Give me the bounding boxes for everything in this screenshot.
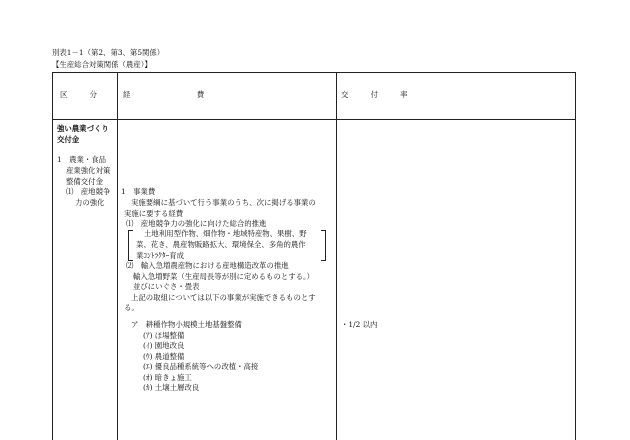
table-left-border <box>52 72 53 440</box>
column-header-keihi: 経 費 <box>123 90 205 99</box>
kubun-item-2: ⑴ 産地競争 <box>66 187 111 196</box>
table-col-divider-2 <box>336 72 337 440</box>
table-header-divider <box>52 119 576 120</box>
header-title: 別表1－1（第2、第3、第5関係） <box>52 48 165 57</box>
bracket-left <box>128 230 133 261</box>
kubun-title-2: 交付金 <box>57 135 80 144</box>
keihi-line-12: る。 <box>124 303 139 312</box>
keihi-line-16: (ｳ) 農道整備 <box>143 352 185 361</box>
keihi-line-4: ⑴ 産地競争力の強化に向けた総合的推進 <box>126 219 267 228</box>
keihi-line-13: ア 耕種作物小規模土地基盤整備 <box>131 320 242 329</box>
keihi-line-19: (ｶ) 土壌土層改良 <box>143 383 200 392</box>
keihi-line-15: (ｲ) 園地改良 <box>143 341 185 350</box>
keihi-line-7: 業ｺﾝﾄﾗｸﾀｰ育成 <box>136 251 185 260</box>
bracket-right <box>321 230 326 261</box>
kubun-item-2-line2: 力の強化 <box>75 198 105 207</box>
keihi-line-17: (ｴ) 優良品種系統等への改植・高接 <box>143 362 259 371</box>
column-header-kubun: 区 分 <box>60 90 97 99</box>
keihi-line-11: 上記の取組については以下の事業が実施できるものとす <box>131 293 316 302</box>
kubun-item-1: 1 農業・食品 <box>57 155 107 164</box>
keihi-line-18: (ｵ) 暗きょ施工 <box>143 373 192 382</box>
table-right-border <box>575 72 576 440</box>
table-col-divider-1 <box>117 72 118 440</box>
keihi-line-8: ⑵ 輸入急増農産物における産地構造改革の推進 <box>126 261 289 270</box>
keihi-line-6: 菜、花き、農産物販路拡大、環境保全、多角的農作 <box>136 240 306 249</box>
keihi-line-10: 並びにいぐさ・畳表 <box>133 282 200 291</box>
table-top-border <box>52 72 576 73</box>
kubun-item-1-line2: 産業強化対策 <box>66 166 111 175</box>
kofuritsu-rate: ・1/2 以内 <box>341 320 378 329</box>
keihi-line-3: 実施に要する経費 <box>124 209 184 218</box>
keihi-line-5: 土地利用型作物、畑作物・地域特産物、果樹、野 <box>144 229 307 238</box>
kubun-item-1-line3: 整備交付金 <box>66 177 103 186</box>
column-header-kofuritsu: 交 付 率 <box>341 90 408 99</box>
keihi-line-14: (ｱ) ほ場整備 <box>143 331 185 340</box>
keihi-line-1: 1 事業費 <box>121 187 156 196</box>
keihi-line-9: 輸入急増野菜（生産局長等が別に定めるものとする。） <box>133 272 315 281</box>
header-subtitle: 【生産総合対策関係（農産）】 <box>52 60 152 69</box>
keihi-line-2: 実施要綱に基づいて行う事業のうち、次に掲げる事業の <box>131 198 316 207</box>
kubun-title: 強い農業づくり <box>57 124 109 133</box>
